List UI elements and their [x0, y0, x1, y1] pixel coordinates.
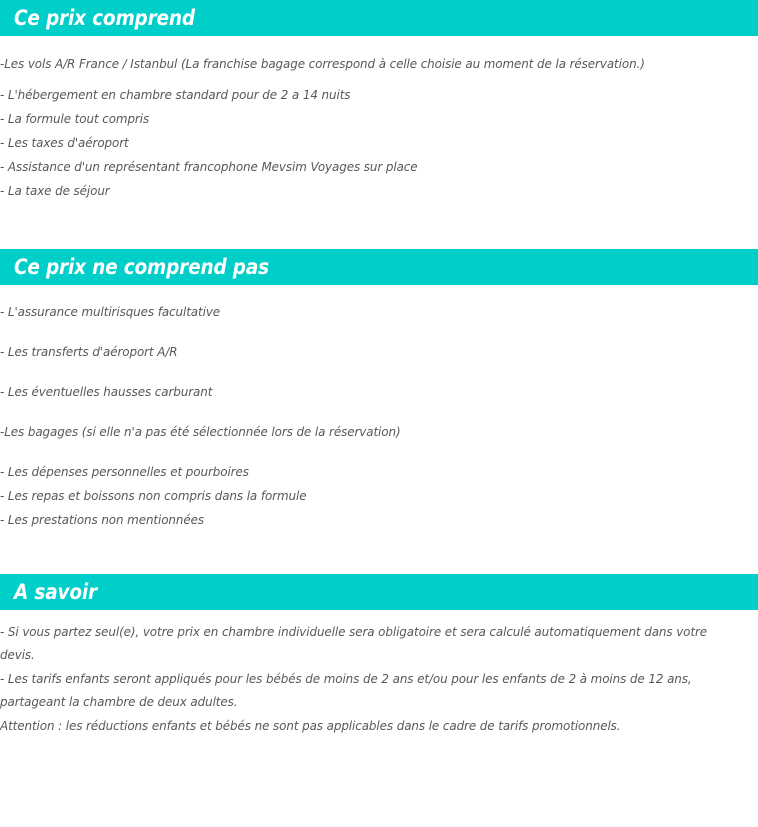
list-item: -Les bagages (si elle n'a pas été sélectionnée lors de la réservation) [0, 424, 401, 439]
section-header-a-savoir [0, 574, 758, 610]
list-item: -Les vols A/R France / Istanbul (La franchise bagage correspond à celle choisie au moment de la réservation.) [0, 56, 645, 71]
list-item: - Les dépenses personnelles et pourboires [0, 464, 249, 479]
section-body-ce-prix-ne-comprend-pas [0, 285, 758, 528]
section-title: Ce prix ne comprend pas [14, 254, 269, 279]
page-bottom-spacer [0, 737, 758, 793]
section-body-a-savoir [0, 610, 758, 737]
list-item: - L'assurance multirisques facultative [0, 304, 221, 319]
section-header-ce-prix-ne-comprend-pas [0, 249, 758, 285]
paragraph: Attention : les réductions enfants et bébés ne sont pas applicables dans le cadre de tarifs promotionnels. [0, 718, 621, 733]
section-spacer [0, 199, 758, 249]
list-item: - Les prestations non mentionnées [0, 512, 204, 527]
section-header-ce-prix-comprend [0, 0, 758, 36]
list-item: - La formule tout compris [0, 111, 150, 126]
list-item: - Assistance d'un représentant francophone Mevsim Voyages sur place [0, 159, 418, 174]
list-item: - Les taxes d'aéroport [0, 135, 129, 150]
list-item: - La taxe de séjour [0, 183, 110, 198]
section-title: A savoir [14, 579, 97, 604]
section-body-ce-prix-comprend [0, 36, 758, 199]
list-item: - Les transferts d'aéroport A/R [0, 344, 178, 359]
list-item: - Les repas et boissons non compris dans la formule [0, 488, 307, 503]
paragraph: - Si vous partez seul(e), votre prix en chambre individuelle sera obligatoire et sera calculé automatiquement dans votre devis. [0, 624, 708, 662]
section-spacer [0, 528, 758, 574]
paragraph: - Les tarifs enfants seront appliqués pour les bébés de moins de 2 ans et/ou pour les enfants de 2 à moins de 12 ans, partageant la chambre de deux adultes. [0, 671, 692, 709]
list-item: - L'hébergement en chambre standard pour de 2 a 14 nuits [0, 87, 351, 102]
section-title: Ce prix comprend [14, 5, 195, 30]
list-item: - Les éventuelles hausses carburant [0, 384, 213, 399]
